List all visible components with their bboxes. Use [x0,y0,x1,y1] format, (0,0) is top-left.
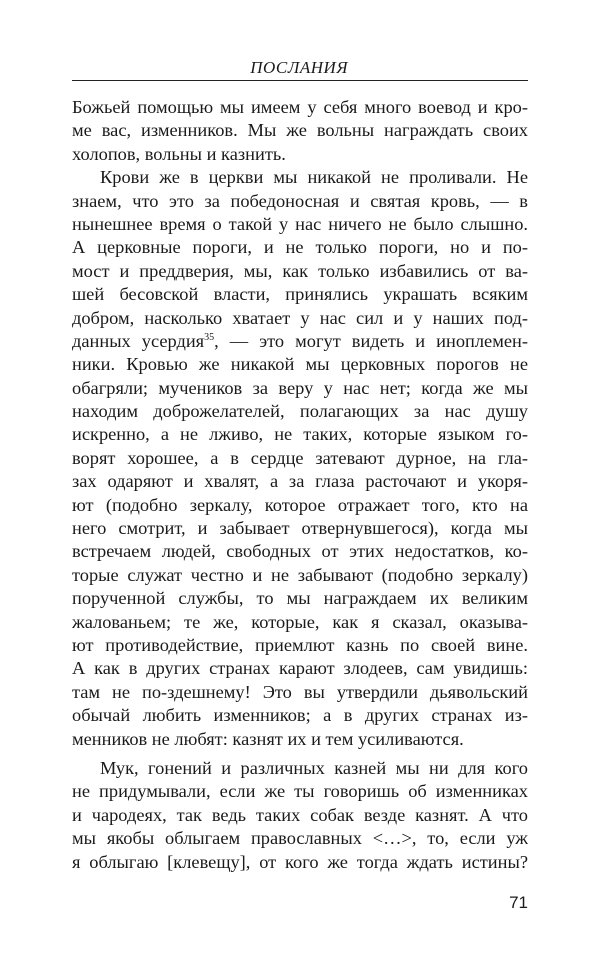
text-line: ме вас, изменников. Мы же вольны награждать своих [72,120,528,141]
text-line: торые служат честно и не забывают (подобно зеркалу) [72,564,528,585]
text-line: Божьей помощью мы имеем у себя много воевод и кро- [72,97,528,117]
text-line: ворят хорошее, а в сердце затевают дурное, на гла- [72,447,528,468]
paragraph-2 [72,166,528,751]
text-segment: , — это могут видеть и иноплемен- [214,330,528,351]
text-line: искренно, а не лживо, не таких, которые языком го- [72,424,528,445]
text-line: мы якобы облыгаем православных <…>, то, если уж [72,828,528,849]
text-line: зах одаряют и хвалят, а за глаза расточают и укоря- [72,471,528,492]
text-line: него смотрит, и забывает отвернувшегося), когда мы [72,518,528,539]
paragraph-3 [72,757,528,874]
text-line: ют противодействие, приемлют казнь по своей вине. [72,634,528,655]
text-line: знаем, что это за победоносная и святая кровь, — в [72,190,528,211]
text-line: А как в других странах карают злодеев, сам увидишь: [72,658,528,679]
text-line: обычай любить изменников; а в других странах из- [72,705,528,726]
text-line: порученной службы, то мы награждаем их великим [72,588,528,609]
text-line: ники. Кровью же никакой мы церковных порогов не [72,354,528,375]
text-line: шей бесовской власти, принялись украшать всяким [72,284,528,305]
running-head [72,58,528,78]
text-line: А церковные пороги, и не только пороги, но и по- [72,237,528,258]
text-line: ют (подобно зеркалу, которое отражает того, кто на [72,494,528,515]
text-segment: данных усердия [72,330,205,351]
text-line: добром, насколько хватает у нас сил и у наших под- [72,307,528,328]
text-line: мост и преддверия, мы, как только избавились от ва- [72,260,528,281]
footnote-ref: 35 [204,331,215,343]
text-line: жалованьем; те же, которые, как я сказал, оказыва- [72,611,528,632]
text-line: нынешнее время о такой у нас ничего не было слышно. [72,213,528,234]
header-rule [72,80,528,81]
text-line: встречаем людей, свободных от этих недостатков, ко- [72,541,528,562]
text-line: там не по-здешнему! Это вы утвердили дьявольский [72,681,528,702]
text-line: холопов, вольны и казнить. [72,143,286,164]
text-line: обагряли; мучеников за веру у нас нет; когда же мы [72,377,528,398]
text-line: находим доброжелателей, полагающих за нас душу [72,401,528,422]
text-line: и чародеях, так ведь таких собак везде казнят. А что [72,804,528,825]
text-line-with-footnote [72,330,528,353]
page-number: 71 [509,893,528,912]
text-line: Крови же в церкви мы никакой не проливали. Не [100,167,528,188]
running-title: ПОСЛАНИЯ [250,58,348,77]
paragraph-1 [72,96,528,166]
text-line: менников не любят: казнят их и тем усиливаются. [72,728,464,749]
page-body [72,96,528,874]
text-line: не придумывали, если же ты говоришь об изменниках [72,781,528,802]
text-line: я облыгаю [клевещу], от кого же тогда ждать истины? [72,851,528,872]
text-line: Мук, гонений и различных казней мы ни для кого [100,757,528,778]
